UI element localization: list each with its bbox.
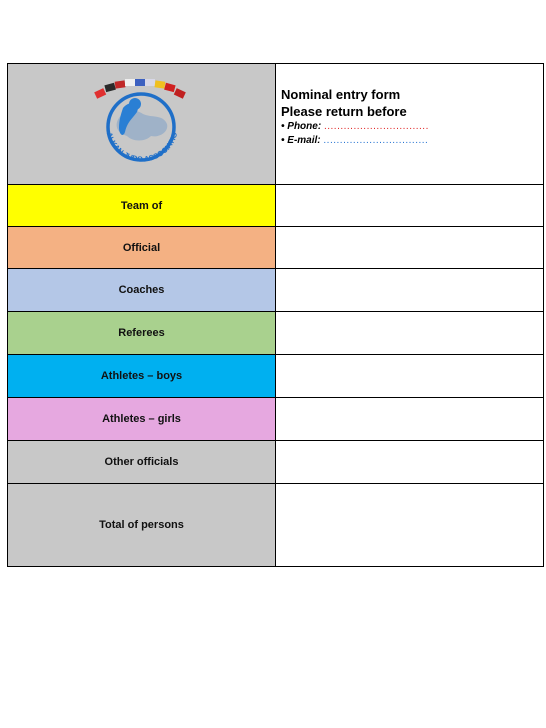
row-coaches bbox=[8, 269, 544, 312]
email-line bbox=[281, 134, 543, 148]
label-athletes-boys: Athletes – boys bbox=[8, 355, 276, 398]
row-total-of-persons bbox=[8, 484, 544, 567]
row-other-officials bbox=[8, 441, 544, 484]
form-title: Nominal entry form bbox=[281, 87, 401, 102]
entry-form-table bbox=[7, 63, 544, 567]
row-referees bbox=[8, 312, 544, 355]
input-official[interactable] bbox=[276, 227, 544, 269]
phone-line bbox=[281, 120, 543, 134]
row-athletes-girls bbox=[8, 398, 544, 441]
header-row bbox=[8, 64, 544, 185]
input-referees[interactable] bbox=[276, 312, 544, 355]
email-field[interactable]: ................................ bbox=[323, 135, 429, 146]
input-total-of-persons[interactable] bbox=[276, 484, 544, 567]
return-before-label: Please return before bbox=[281, 104, 407, 119]
input-athletes-boys[interactable] bbox=[276, 355, 544, 398]
label-referees: Referees bbox=[8, 312, 276, 355]
row-athletes-boys bbox=[8, 355, 544, 398]
label-coaches: Coaches bbox=[8, 269, 276, 312]
input-other-officials[interactable] bbox=[276, 441, 544, 484]
label-athletes-girls: Athletes – girls bbox=[8, 398, 276, 441]
flags-banner bbox=[94, 79, 186, 99]
input-team-of[interactable] bbox=[276, 185, 544, 227]
label-total-of-persons: Total of persons bbox=[8, 484, 276, 567]
label-other-officials: Other officials bbox=[8, 441, 276, 484]
input-athletes-girls[interactable] bbox=[276, 398, 544, 441]
phone-label: • Phone: bbox=[281, 121, 322, 132]
phone-field[interactable]: ................................ bbox=[323, 121, 429, 132]
input-coaches[interactable] bbox=[276, 269, 544, 312]
balkan-judo-association-logo bbox=[77, 72, 207, 172]
label-official: Official bbox=[8, 227, 276, 269]
judoka-head bbox=[129, 98, 141, 110]
row-official bbox=[8, 227, 544, 269]
email-label: • E-mail: bbox=[281, 135, 321, 146]
info-cell bbox=[276, 64, 544, 185]
row-team-of bbox=[8, 185, 544, 227]
logo-cell bbox=[8, 64, 276, 185]
logo-text: ALKAN JUDO ASSOCIATIO bbox=[104, 130, 179, 164]
label-team-of: Team of bbox=[8, 185, 276, 227]
